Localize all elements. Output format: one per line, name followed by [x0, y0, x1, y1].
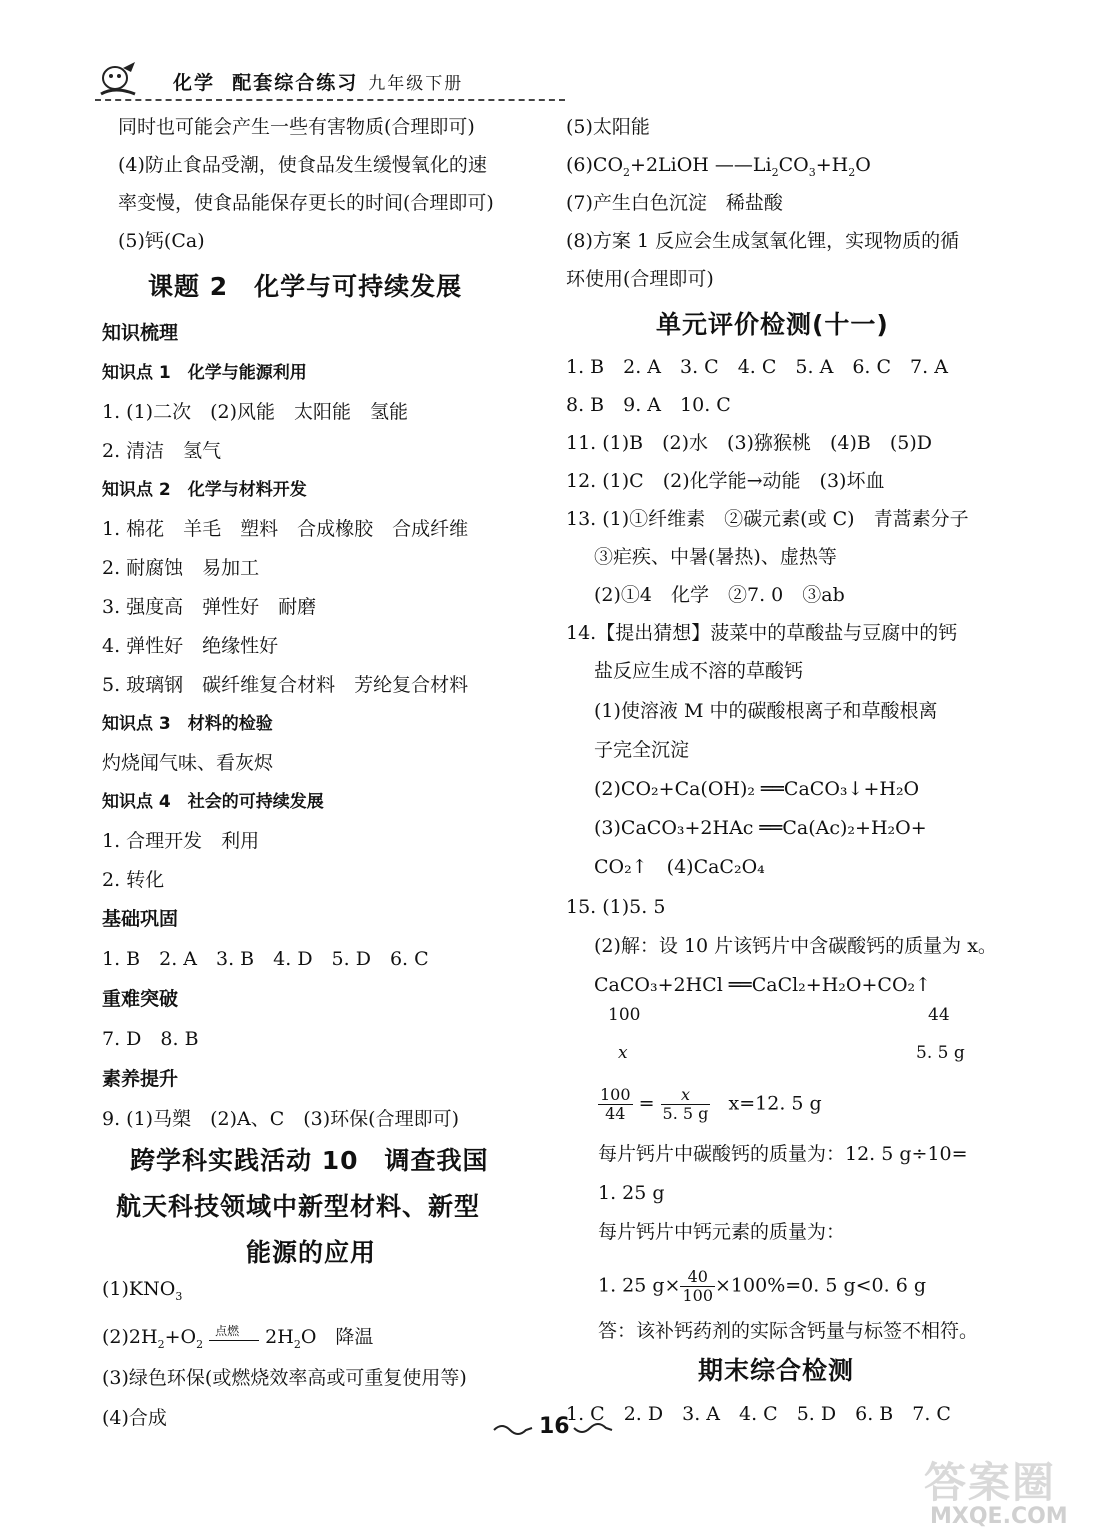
answer-line: 子完全沉淀: [594, 739, 690, 761]
answer-line: 同时也可能会产生一些有害物质(合理即可): [118, 116, 475, 138]
answer-line: (2)①4 化学 ②7. 0 ③ab: [594, 584, 845, 606]
activity-title: 航天科技领域中新型材料、新型: [116, 1192, 481, 1221]
proportion-equation: $\frac{100}{44}$ = $\frac{x}{5. 5 g}$ x=12. 5 g: [600, 1085, 822, 1123]
answer-line: 14.【提出猜想】菠菜中的草酸盐与豆腐中的钙: [566, 622, 958, 644]
answer-line: (5)太阳能: [566, 116, 650, 138]
section-heading: 基础巩固: [102, 908, 179, 930]
reaction-condition: 点燃: [215, 1323, 240, 1338]
answer-line: 1. (1)二次 (2)风能 太阳能 氢能: [102, 401, 408, 423]
activity-title: 跨学科实践活动 10 调查我国: [130, 1146, 489, 1175]
watermark-logo: 答案圈: [924, 1458, 1057, 1507]
page-footer: [0, 1410, 1105, 1450]
answer-line: (3)绿色环保(或燃烧效率高或可重复使用等): [102, 1367, 467, 1389]
answer-line: (5)钙(Ca): [118, 230, 205, 252]
answer-line: 盐反应生成不溶的草酸钙: [594, 660, 804, 682]
answer-line: 1. 合理开发 利用: [102, 830, 260, 852]
answer-line: 答：该补钙药剂的实际含钙量与标签不相符。: [598, 1320, 979, 1342]
answer-line: 2. 转化: [102, 869, 165, 891]
section-heading: 知识梳理: [102, 322, 179, 344]
book-title: 化学 配套综合练习 九年级下册: [173, 72, 464, 94]
answer-line: 率变慢，使食品能保存更长的时间(合理即可): [118, 192, 494, 214]
wave-ornament-icon: [492, 1422, 534, 1436]
answer-line: $(2)2H_2+O_2$ 点燃 $2H_2O$ 降温: [102, 1324, 373, 1358]
answer-line: 1. 25 g× $\frac{40}{100}$ ×100%=0. 5 g<0. 6 g: [598, 1267, 927, 1305]
answer-line: 1. B 2. A 3. C 4. C 5. A 6. C 7. A: [566, 356, 948, 378]
activity-title: 能源的应用: [246, 1238, 377, 1267]
knowledge-point: 知识点 1 化学与能源利用: [102, 363, 307, 383]
answer-line: 1. B 2. A 3. B 4. D 5. D 6. C: [102, 948, 429, 970]
answer-line: (2)解：设 10 片该钙片中含碳酸钙的质量为 x。: [594, 935, 997, 957]
answer-line: 每片钙片中钙元素的质量为：: [598, 1221, 846, 1243]
wave-ornament-icon: [572, 1422, 614, 1436]
answer-line: (8)方案 1 反应会生成氢氧化锂，实现物质的循: [566, 230, 960, 252]
answer-line: ③疟疾、中暑(暑热)、虚热等: [594, 546, 837, 568]
section-heading: 素养提升: [102, 1068, 179, 1090]
answer-line: 12. (1)C (2)化学能→动能 (3)坏血: [566, 470, 885, 492]
ratio-value: x: [618, 1043, 628, 1063]
answer-line: 1. 25 g: [598, 1182, 665, 1204]
answer-line: (7)产生白色沉淀 稀盐酸: [566, 192, 783, 214]
ratio-value: 44: [928, 1005, 950, 1025]
answer-line: (2)CO₂+Ca(OH)₂ ══CaCO₃↓+H₂O: [594, 778, 920, 800]
answer-line: CO₂↑ (4)CaC₂O₄: [594, 856, 765, 878]
answer-line: 3. 强度高 弹性好 耐磨: [102, 596, 317, 618]
answer-line: CaCO₃+2HCl ══CaCl₂+H₂O+CO₂↑: [594, 974, 932, 996]
answer-line: $(1)KNO_3$: [102, 1278, 183, 1303]
answer-line: 8. B 9. A 10. C: [566, 394, 731, 416]
answer-line: 2. 耐腐蚀 易加工: [102, 557, 260, 579]
answer-line: 每片钙片中碳酸钙的质量为：12. 5 g÷10=: [598, 1143, 968, 1165]
knowledge-point: 知识点 4 社会的可持续发展: [102, 792, 324, 812]
answer-line: 9. (1)马槊 (2)A、C (3)环保(合理即可): [102, 1108, 459, 1130]
answer-line: 灼烧闻气味、看灰烬: [102, 752, 274, 774]
ratio-value: 100: [608, 1005, 641, 1025]
header-divider: [95, 99, 565, 101]
ratio-value: 5. 5 g: [916, 1043, 965, 1063]
book-mascot-icon: [95, 60, 145, 100]
page-header: [95, 60, 555, 100]
answer-line: (4)防止食品受潮，使食品发生缓慢氧化的速: [118, 154, 487, 176]
answer-line: (3)CaCO₃+2HAc ══Ca(Ac)₂+H₂O+: [594, 817, 927, 839]
watermark-url: MXQE.COM: [930, 1504, 1068, 1529]
answer-line: 2. 清洁 氢气: [102, 440, 222, 462]
answer-line: (4)合成: [102, 1407, 167, 1429]
answer-line: 环使用(合理即可): [566, 268, 714, 290]
page-number: 16: [539, 1414, 570, 1439]
lesson-title: 课题 2 化学与可持续发展: [148, 272, 463, 301]
final-test-title: 期末综合检测: [698, 1356, 855, 1385]
answer-line: 13. (1)①纤维素 ②碳元素(或 C) 青蒿素分子: [566, 508, 969, 530]
answer-line: (1)使溶液 M 中的碳酸根离子和草酸根离: [594, 700, 938, 722]
watermark: [900, 1450, 1100, 1536]
knowledge-point: 知识点 2 化学与材料开发: [102, 480, 307, 500]
answer-line: 1. C 2. D 3. A 4. C 5. D 6. B 7. C: [566, 1403, 951, 1425]
answer-line: 15. (1)5. 5: [566, 896, 666, 918]
answer-line: $(6)CO_2+2LiOH$ $——Li_2CO_3+H_2O$: [566, 154, 871, 179]
answer-line: 4. 弹性好 绝缘性好: [102, 635, 279, 657]
knowledge-point: 知识点 3 材料的检验: [102, 714, 273, 734]
answer-line: 7. D 8. B: [102, 1028, 199, 1050]
section-heading: 重难突破: [102, 988, 179, 1010]
answer-line: 1. 棉花 羊毛 塑料 合成橡胶 合成纤维: [102, 518, 469, 540]
answer-line: 5. 玻璃钢 碳纤维复合材料 芳纶复合材料: [102, 674, 469, 696]
answer-line: 11. (1)B (2)水 (3)猕猴桃 (4)B (5)D: [566, 432, 932, 454]
unit-test-title: 单元评价检测(十一): [656, 310, 889, 339]
